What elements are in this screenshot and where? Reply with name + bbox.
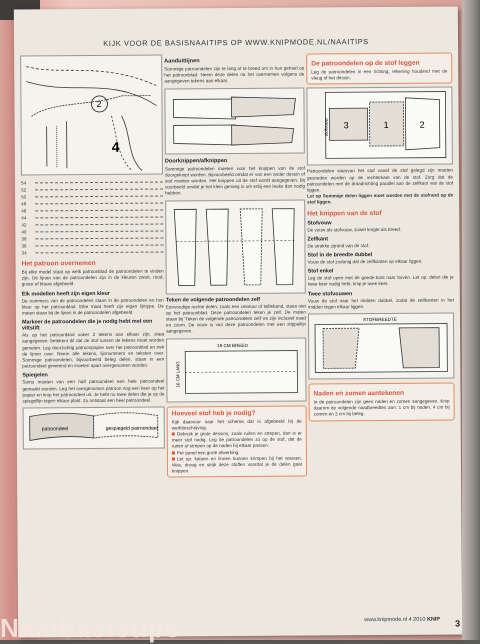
section-title: Het knippen van de stof (307, 209, 382, 218)
size-legend (21, 179, 164, 257)
piece-number: 3 (343, 120, 349, 131)
column-3 (306, 52, 455, 421)
subsection-title: Elk modellen heeft zijn eigen kleur (21, 290, 110, 298)
layout-figure (306, 87, 453, 166)
size-line: 48 (21, 200, 163, 208)
definition-term: Stofvouw (307, 219, 332, 227)
section-title: Aanduitlijnen (164, 58, 200, 65)
band-figure (166, 337, 306, 402)
size-line: 50 (21, 193, 163, 201)
footer-url: www.knipmode.nl (364, 616, 408, 624)
diagram-number-2: 2 (96, 98, 102, 109)
column-1 (20, 55, 165, 450)
mirror-figure (23, 407, 165, 450)
definition-text: De strakke zijrand van de stof. (307, 242, 370, 249)
section-title: De patroondelen op de stof leggen (311, 59, 420, 68)
fig-label: stofvouw (323, 118, 329, 137)
bullet-icon (172, 451, 175, 454)
seams-box (308, 383, 454, 422)
definition-text: Vouw de stof zodanig dat de zelfkanten op elkaar liggen. (307, 258, 423, 265)
bullet-icon (172, 458, 175, 461)
subsection-text: Soms moeten van een half patroondeel een hele patroondeel gemaakt worden. Leg het overgenomen patroon nog een keer op het papier en knip het patroondeel uit. Je hebt nu twee delen die je op de spiegellijn tegen elkaar plakt. Zo ontstaat een heel patroondeel. (22, 378, 165, 404)
box-title: Hoeveel stof heb je nodig? (171, 409, 256, 418)
section-text: Sommige patroondelen moeten voor het knippen van de stof doorgeknipt worden. Bijvoorbeeld omdat er van een ander dessin of stof moeten worden. Het knippen uit de stof wordt aangegeven. Bij voorbeeld omdat je het klein genoeg is om erbij een leuke dan nodig hebben. (164, 165, 306, 196)
section-text: Leg de patroondelen in een richting, rekening houdend met de vleug of het dessin. (311, 68, 448, 81)
subsection-text: Als op het patroonblad vaker 2 tekens aan elkaar zijn, staat aangegeven. betekent dit dat de stof tussen de tekens moet worden gemeten. Leg doorzichtig patroonpapier over het patroonblad en trek de lijnen over. Neem alle tekens, lijnnummers en teksten over. Sommige patroondelen, bijvoorbeeld beleg delen, staan in een patroondeel geweend en moeten apart overgenomen worden. (22, 331, 165, 369)
section-text: Sommige patroondelen zijn te lang of te breed om in hun geheel op het patroonblad. Neem deze delen na het overnemen volgens de aangegeven tekens aan elkaar. (164, 65, 305, 84)
page-number: 3 (455, 618, 461, 629)
note-text: Let op Sommige delen liggen moet worden met de stofrand op de stof liggen. (307, 192, 454, 205)
box-text: Kijk daarvoor naar het schema dat is afgebeeld bij de werkbeschrijving. (171, 418, 302, 431)
definition-text: Leg de stof open met de goede kant naar boven. Let op: delen die je twee keer nodig hebt, knip je twee keer. (307, 274, 454, 287)
bottom-banner-text: Naaibasistips (0, 613, 181, 643)
page-footer (364, 617, 440, 624)
size-line: 34 (21, 249, 163, 257)
page-edge (462, 0, 480, 640)
size-line: 42 (21, 221, 163, 229)
subsection-title: Spiegelen (22, 372, 48, 379)
fig-width-label: 16 CM BREED (217, 342, 248, 348)
section-text: Bij elke model staat op welk patroonblad de patroondelen te vinden zijn. De lijnen van de patroondelen zijn in de kleuren zwart, rood, groen of blauw afgebeeld. (21, 268, 164, 287)
section-text: Eenvoudige rechte delen, zoals een ceintuur of tailleband, staan niet op het patroonblad. Deze patroondelen teken je zelf. De maten staan bij 'Teken de volgende patroondelen zelf' en zijn inclusief naad en zoom. De vouw is van deze patroondelen met een stippellijn aangegeven. (165, 303, 307, 334)
fig-label: gespiegeld patroondeel (105, 425, 158, 433)
subsection-title: Markeer de patroondelen die je nodig hebt met een viltstift (21, 318, 153, 332)
list-item: Per panel een grote afwerking. (172, 449, 302, 456)
size-line: 54 (21, 179, 163, 187)
size-line: 38 (21, 235, 163, 243)
section-title: Doorknippen/afknippen (164, 157, 228, 165)
size-line: 36 (21, 242, 163, 250)
pattern-sheet-figure (20, 55, 163, 176)
definition-term: Twee stofvouwen (307, 290, 353, 298)
subsection-text: De nummers van de patroondelen staan in de patroondelen en hun kleur op het patroonblad. Elke maat heeft zijn eigen lijntype. De maten staan bij de lijnen in de patroondelen afgebeeld. (21, 297, 164, 316)
definition-text: Vouw de stof naar het midden dubbel, zodat de zelfkanten in het midden tegen elkaar liggen. (307, 297, 454, 310)
fig-label: patroondeel (41, 426, 69, 433)
cutting-figure (165, 199, 306, 294)
definition-term: Stof in de breedte dubbel (307, 252, 373, 259)
definition-term: Stof enkel (307, 268, 334, 275)
double-fold-figure (308, 313, 454, 380)
section-title: Het patroon overnemen (21, 259, 96, 268)
size-line: 44 (21, 214, 163, 222)
laying-box (306, 52, 452, 84)
section-text: Patroondelen waarvan het stof vanaf de stof gelegd zijn moeten gesneden worden op de rechterkant van de stof. Zorg dat de patroondelen met de draadrichting parallel aan de zelfkant van de stof liggen. (306, 167, 454, 193)
footer-issue: 4 2010 (408, 616, 426, 623)
box-title: Naden en zomen aantekenen (313, 389, 405, 398)
piece-number: 1 (383, 120, 389, 131)
pattern-lines-svg (21, 56, 162, 173)
fig-label: STOFBREEDTE (362, 316, 397, 323)
list-item: Gebruik je grote dessins, zoals ruiten en strepen, dan is er meer stof nodig. Leg de patroondelen zo op de stof, dat de ruiten of strepen op de naden bij elkaar passen. (171, 430, 302, 449)
size-line: 46 (21, 207, 163, 215)
diagram-number-4: 4 (111, 138, 120, 155)
size-line: 40 (21, 228, 163, 236)
joining-figure (164, 87, 304, 154)
definition-text: De vouw als stofvouw, zowel lengte als breed. (307, 226, 402, 233)
list-item: Let op: katoen en linnen kunnen krimpen bij het wassen. Was, droog en strijk deze stoffen voordat je de delen gaat knippen. (171, 455, 303, 474)
fig-height-label: 10 CM LANG (175, 360, 181, 388)
subsection-title: Teken de volgende patroondelen zelf (165, 296, 261, 304)
page-header: KIJK VOOR DE BASISNAAITIPS OP WWW.KNIPMODE.NL/NAAITIPS (103, 37, 369, 48)
piece-number: 2 (419, 120, 425, 131)
bullet-icon (172, 433, 175, 436)
box-text: In de patroondelen zijn geen naden en zomen aangegeven. Knip daarom de volgende naadbreedtes aan: 1 cm bij naden, 4 cm bij zomen en 2 cm bij beleg. (313, 398, 450, 417)
definition-term: Zelfkant (307, 236, 329, 243)
column-2 (164, 54, 307, 478)
fabric-needed-box (167, 405, 307, 478)
size-line: 52 (21, 186, 163, 194)
magazine-page (14, 6, 462, 637)
footer-brand: KNIP (426, 616, 441, 623)
